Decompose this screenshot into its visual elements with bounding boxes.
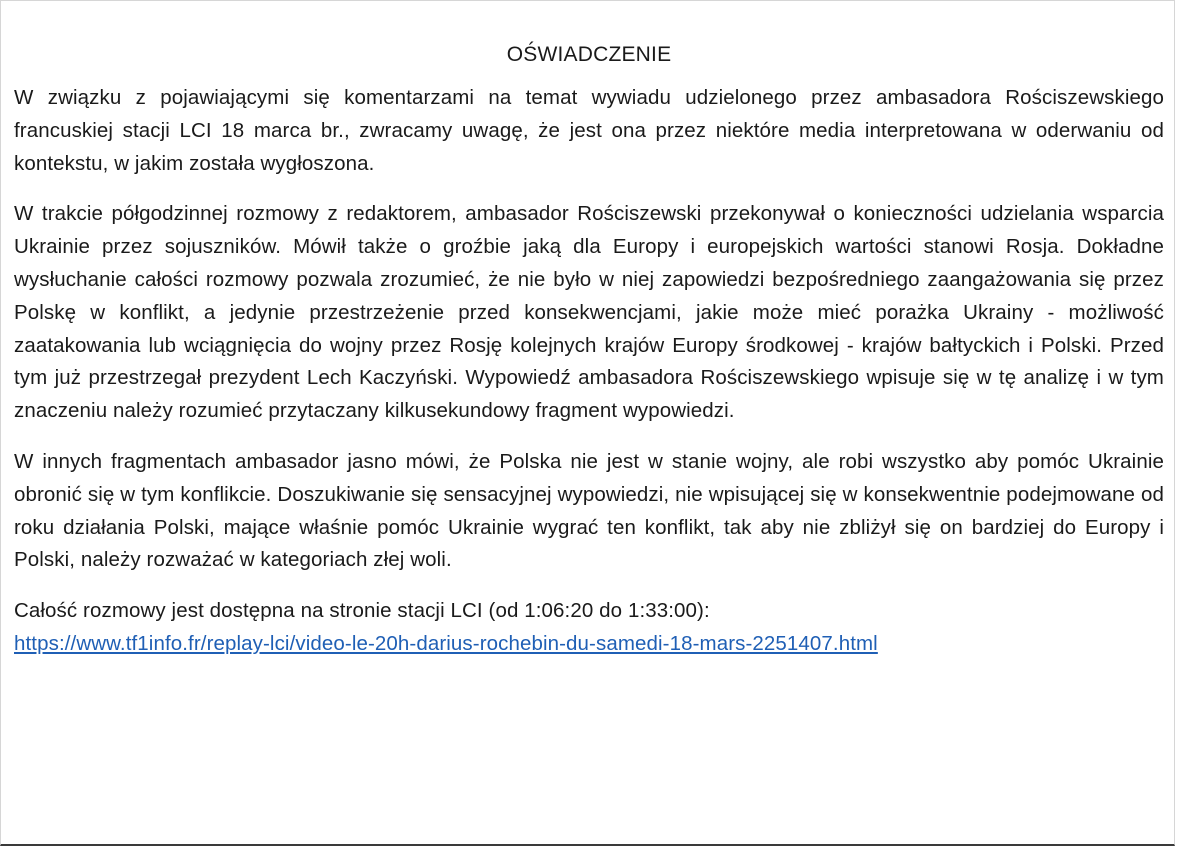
- document-title: OŚWIADCZENIE: [506, 43, 672, 66]
- source-link[interactable]: https://www.tf1info.fr/replay-lci/video-le-20h-darius-rochebin-du-samedi-18-mars-2251407.html: [14, 631, 878, 655]
- paragraph-3: W innych fragmentach ambasador jasno mówi, że Polska nie jest w stanie wojny, ale robi wszystko aby pomóc Ukrainie obronić się w tym konflikcie. Doszukiwanie się sensacyjnej wypowiedzi, nie wpisującej się w konsekwentnie podejmowane od roku działania Polski, mające właśnie pomóc Ukrainie wygrać ten konflikt, tak aby nie zbliżył się on bardziej do Europy i Polski, należy rozważać w kategoriach złej woli.: [14, 449, 1164, 572]
- paragraph-2: W trakcie półgodzinnej rozmowy z redaktorem, ambasador Rościszewski przekonywał o konieczności udzielania wsparcia Ukrainie przez sojuszników. Mówił także o groźbie jaką dla Europy i europejskich wartości stanowi Rosja. Dokładne wysłuchanie całości rozmowy pozwala zrozumieć, że nie było w niej zapowiedzi bezpośredniego zaangażowania się przez Polskę w konflikt, a jedynie przestrzeżenie przed konsekwencjami, jakie może mieć porażka Ukrainy - możliwość zaatakowania lub wciągnięcia do wojny przez Rosję kolejnych krajów Europy środkowej - krajów bałtyckich i Polski. Przed tym już przestrzegał prezydent Lech Kaczyński. Wypowiedź ambasadora Rościszewskiego wpisuje się w tę analizę i w tym znaczeniu należy rozumieć przytaczany kilkusekundowy fragment wypowiedzi.: [14, 202, 1164, 423]
- closing-text: Całość rozmowy jest dostępna na stronie stacji LCI (od 1:06:20 do 1:33:00):: [14, 599, 710, 623]
- document-body: [14, 38, 1164, 661]
- paragraph-1: W związku z pojawiającymi się komentarzami na temat wywiadu udzielonego przez ambasadora Rościszewskiego francuskiej stacji LCI 18 marca br., zwracamy uwagę, że jest ona przez niektóre media interpretowana w oderwaniu od kontekstu, w jakim została wygłoszona.: [14, 86, 1164, 175]
- closing-paragraph: [14, 595, 1164, 661]
